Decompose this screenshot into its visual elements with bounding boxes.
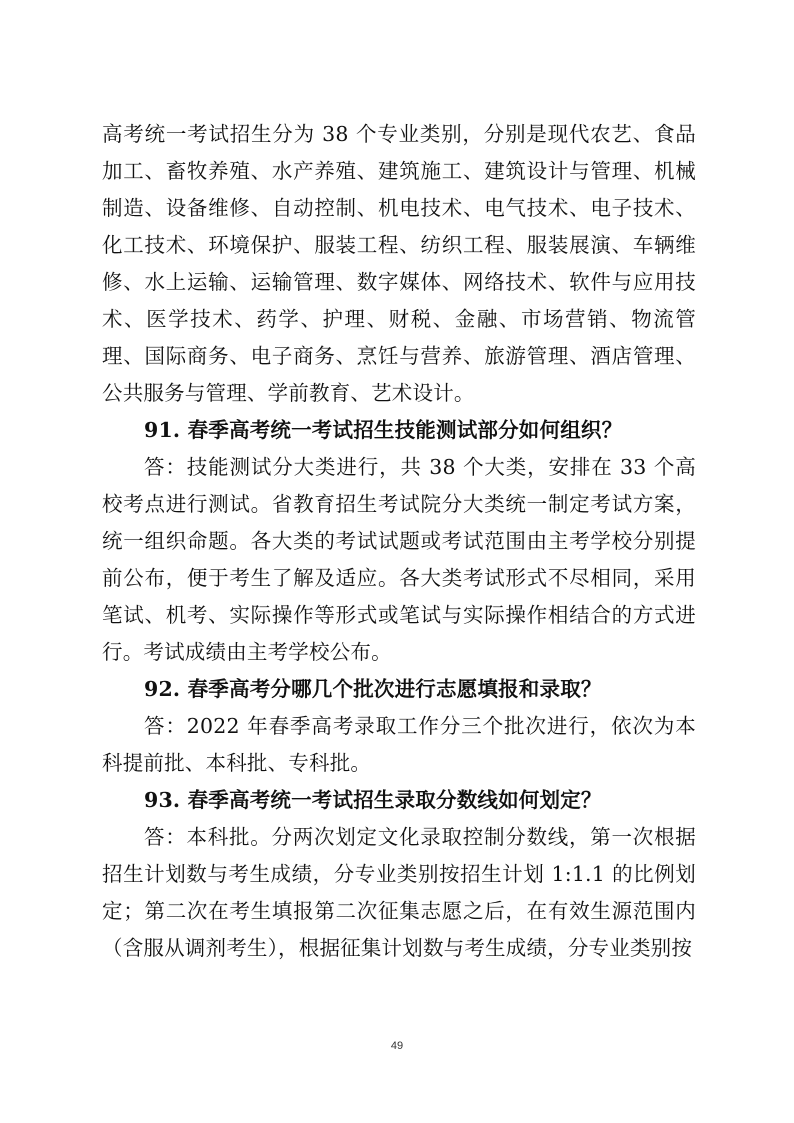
intro-paragraph: 高考统一考试招生分为 38 个专业类别，分别是现代农艺、食品加工、畜牧养殖、水产养殖、建筑施工、建筑设计与管理、机械制造、设备维修、自动控制、机电技术、电气技术、电子技术、化工技术、环境保护、服装工程、纺织工程、服装展演、车辆维修、水上运输、运输管理、数字媒体、网络技术、软件与应用技术、医学技术、药学、护理、财税、金融、市场营销、物流管理、国际商务、电子商务、烹饪与营养、旅游管理、酒店管理、公共服务与管理、学前教育、艺术设计。 [102, 122, 696, 405]
answer-91: 答：技能测试分大类进行，共 38 个大类，安排在 33 个高校考点进行测试。省教育招生考试院分大类统一制定考试方案，统一组织命题。各大类的考试试题或考试范围由主考学校分别提前公布，便于考生了解及适应。各大类考试形式不尽相同，采用笔试、机考、实际操作等形式或笔试与实际操作相结合的方式进行。考试成绩由主考学校公布。 [102, 455, 696, 664]
question-92: 92. 春季高考分哪几个批次进行志愿填报和录取？ [144, 677, 602, 701]
question-93: 93. 春季高考统一考试招生录取分数线如何划定？ [144, 788, 602, 812]
answer-92: 答：2022 年春季高考录取工作分三个批次进行，依次为本科提前批、本科批、专科批。 [102, 714, 696, 775]
answer-93: 答：本科批。分两次划定文化录取控制分数线，第一次根据招生计划数与考生成绩，分专业类别按招生计划 1:1.1 的比例划定；第二次在考生填报第二次征集志愿之后，在有效生源范围内（含服从调剂考生），根据征集计划数与考生成绩，分专业类别按 [102, 825, 696, 960]
question-91: 91. 春季高考统一考试招生技能测试部分如何组织？ [144, 418, 623, 442]
body-text [102, 116, 696, 967]
page-number: 49 [390, 1040, 404, 1052]
